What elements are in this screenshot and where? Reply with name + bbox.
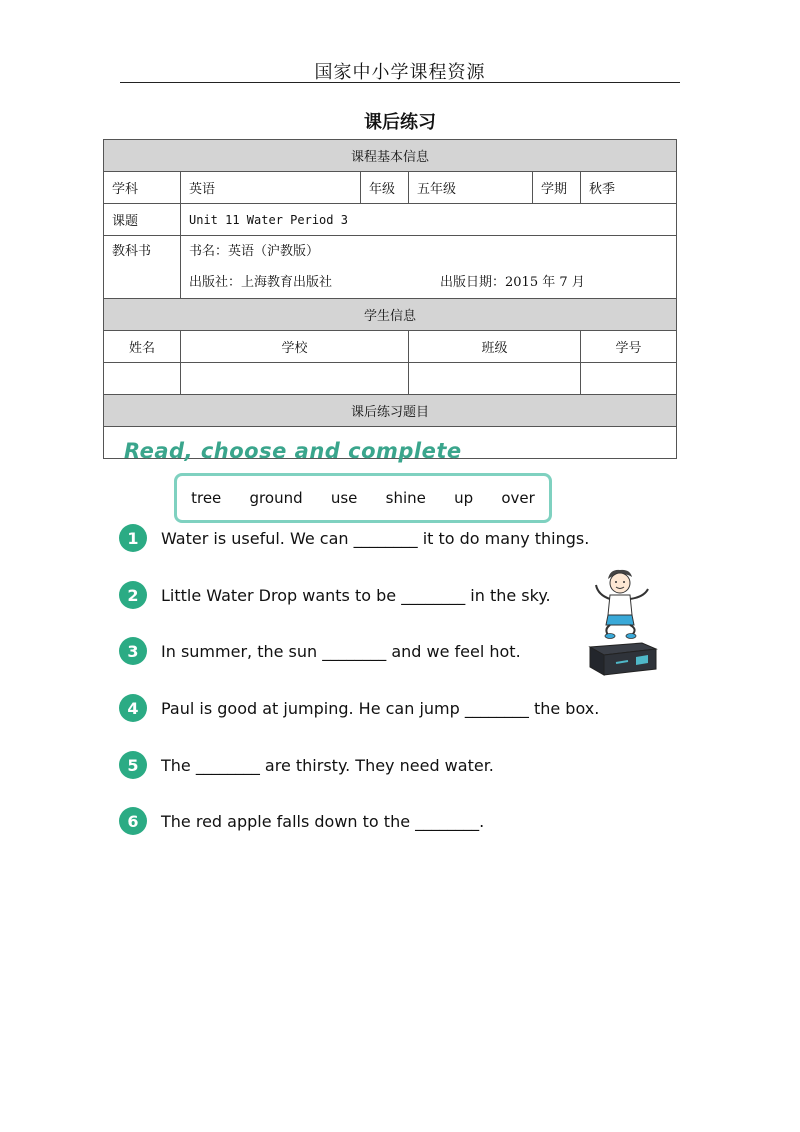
basic-info-section-title: 课程基本信息 bbox=[104, 140, 677, 172]
subject-value: 英语 bbox=[181, 172, 361, 204]
question-text: The ________ are thirsty. They need water. bbox=[161, 755, 494, 775]
page-heading: 课后练习 bbox=[364, 112, 436, 133]
student-info-section-title: 学生信息 bbox=[104, 299, 677, 331]
textbook-label: 教科书 bbox=[112, 244, 152, 259]
subject-label: 学科 bbox=[104, 172, 181, 204]
term-label: 学期 bbox=[533, 172, 581, 204]
school-label: 学校 bbox=[181, 331, 409, 363]
question-number: 5 bbox=[119, 751, 147, 779]
header-rule bbox=[120, 82, 680, 83]
question-row bbox=[119, 523, 589, 553]
word-bank-item: tree bbox=[191, 489, 222, 507]
school-field[interactable] bbox=[181, 363, 409, 395]
grade-label: 年级 bbox=[361, 172, 409, 204]
boy-jumping-over-box-icon bbox=[586, 567, 661, 677]
class-label: 班级 bbox=[409, 331, 581, 363]
question-number: 1 bbox=[119, 524, 147, 552]
question-text: Paul is good at jumping. He can jump ________ the box. bbox=[161, 698, 600, 718]
question-row bbox=[119, 693, 599, 723]
term-value: 秋季 bbox=[581, 172, 677, 204]
name-field[interactable] bbox=[104, 363, 181, 395]
word-bank-item: use bbox=[330, 489, 358, 507]
question-row bbox=[119, 750, 494, 780]
book-name: 书名：英语（沪教版） bbox=[189, 244, 320, 259]
header-title: 国家中小学课程资源 bbox=[314, 62, 486, 83]
publish-date: 出版日期：2015 年 7 月 bbox=[440, 275, 585, 290]
question-number: 3 bbox=[119, 637, 147, 665]
name-label: 姓名 bbox=[104, 331, 181, 363]
publisher: 出版社：上海教育出版社 bbox=[189, 275, 333, 290]
word-bank-item: ground bbox=[249, 489, 303, 507]
exercise-area bbox=[104, 427, 677, 831]
id-label: 学号 bbox=[581, 331, 677, 363]
question-text: Water is useful. We can ________ it to do many things. bbox=[161, 528, 590, 548]
question-row bbox=[119, 636, 521, 666]
question-row bbox=[119, 580, 551, 610]
question-number: 4 bbox=[119, 694, 147, 722]
word-bank-item: up bbox=[454, 489, 474, 507]
question-row bbox=[119, 806, 484, 836]
topic-label: 课题 bbox=[104, 204, 181, 236]
course-info-table bbox=[103, 139, 677, 831]
question-text: In summer, the sun ________ and we feel hot. bbox=[161, 641, 521, 661]
grade-value: 五年级 bbox=[409, 172, 533, 204]
question-number: 2 bbox=[119, 581, 147, 609]
word-bank-item: shine bbox=[385, 489, 426, 507]
exercise-section-title: 课后练习题目 bbox=[104, 395, 677, 427]
question-text: The red apple falls down to the ________. bbox=[161, 811, 485, 831]
word-bank-item: over bbox=[501, 489, 535, 507]
class-field[interactable] bbox=[409, 363, 581, 395]
question-number: 6 bbox=[119, 807, 147, 835]
id-field[interactable] bbox=[581, 363, 677, 395]
textbook-details bbox=[181, 236, 677, 299]
exercise-title: Read, choose and complete bbox=[124, 439, 462, 463]
word-bank bbox=[174, 473, 552, 523]
topic-value: Unit 11 Water Period 3 bbox=[181, 204, 677, 236]
question-text: Little Water Drop wants to be ________ in the sky. bbox=[161, 585, 551, 605]
